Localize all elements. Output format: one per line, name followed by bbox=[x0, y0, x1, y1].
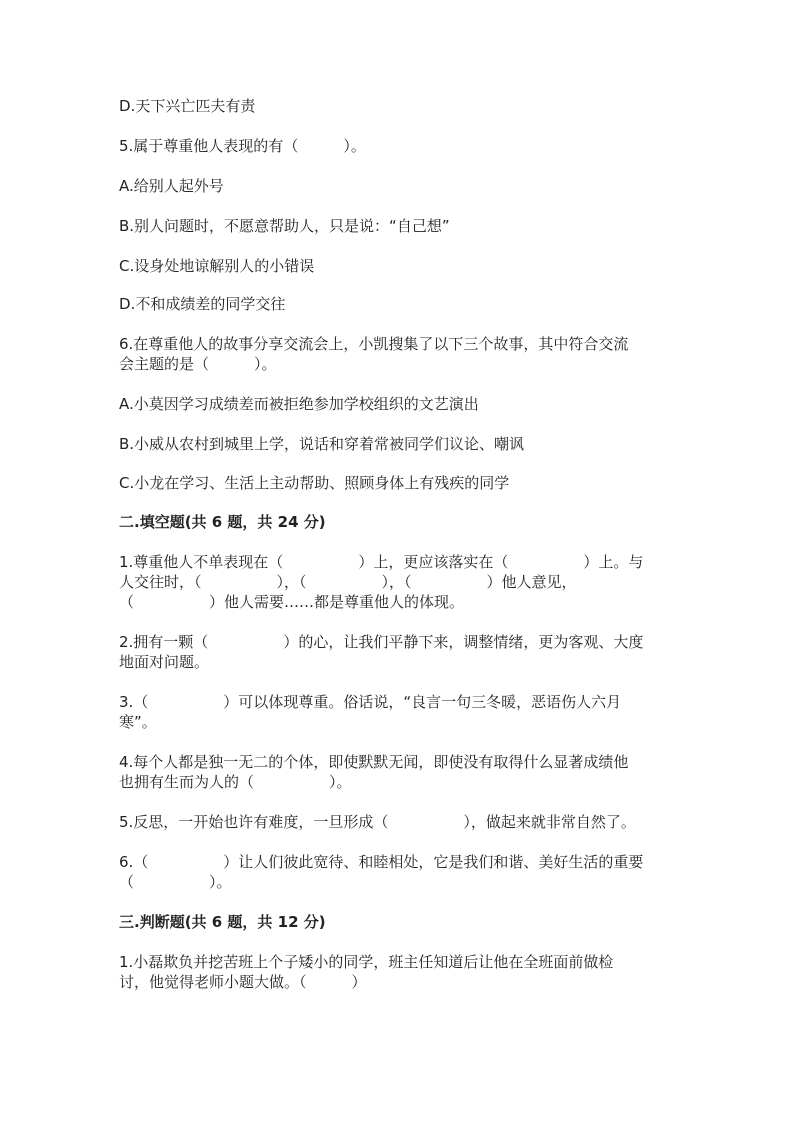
fill-q3-line-1: 3.（ ）可以体现尊重。俗话说，“良言一句三冬暖，恶语伤人六月 bbox=[119, 693, 622, 711]
question-6-line-2: 会主题的是（ ）。 bbox=[119, 355, 277, 373]
q5-option-b: B.别人问题时，不愿意帮助人，只是说：“自己想” bbox=[119, 217, 450, 235]
fill-q4-line-2: 也拥有生而为人的（ ）。 bbox=[119, 773, 352, 791]
fill-q6-line-2: （ ）。 bbox=[119, 873, 232, 891]
fill-q5: 5.反思，一开始也许有难度，一旦形成（ ），做起来就非常自然了。 bbox=[119, 813, 636, 831]
question-6-line-1: 6.在尊重他人的故事分享交流会上，小凯搜集了以下三个故事，其中符合交流 bbox=[119, 335, 629, 353]
q6-option-c: C.小龙在学习、生活上主动帮助、照顾身体上有残疾的同学 bbox=[119, 474, 510, 492]
q5-option-d: D.不和成绩差的同学交往 bbox=[119, 295, 286, 313]
fill-q1-line-1: 1.尊重他人不单表现在（ ）上，更应该落实在（ ）上。与 bbox=[119, 553, 644, 571]
question-5: 5.属于尊重他人表现的有（ ）。 bbox=[119, 137, 366, 155]
section-heading-true-false: 三.判断题(共 6 题，共 12 分) bbox=[119, 913, 326, 931]
judge-q1-line-1: 1.小磊欺负并挖苦班上个子矮小的同学，班主任知道后让他在全班面前做检 bbox=[119, 953, 614, 971]
fill-q2-line-1: 2.拥有一颗（ ）的心，让我们平静下来，调整情绪，更为客观、大度 bbox=[119, 633, 644, 651]
fill-q4-line-1: 4.每个人都是独一无二的个体，即使默默无闻，即使没有取得什么显著成绩他 bbox=[119, 753, 629, 771]
fill-q6-line-1: 6.（ ）让人们彼此宽待、和睦相处，它是我们和谐、美好生活的重要 bbox=[119, 853, 644, 871]
q6-option-a: A.小莫因学习成绩差而被拒绝参加学校组织的文艺演出 bbox=[119, 395, 479, 413]
fill-q3-line-2: 寒”。 bbox=[119, 713, 157, 731]
judge-q1-line-2: 讨，他觉得老师小题大做。（ ） bbox=[119, 973, 367, 991]
option-d-line: D.天下兴亡匹夫有责 bbox=[119, 97, 256, 115]
fill-q1-line-2: 人交往时，（ ），（ ），（ ）他人意见， bbox=[119, 573, 577, 591]
q6-option-b: B.小威从农村到城里上学，说话和穿着常被同学们议论、嘲讽 bbox=[119, 435, 525, 453]
q5-option-c: C.设身处地谅解别人的小错误 bbox=[119, 257, 315, 275]
fill-q1-line-3: （ ）他人需要……都是尊重他人的体现。 bbox=[119, 593, 465, 611]
section-heading-fill-blank: 二.填空题(共 6 题，共 24 分) bbox=[119, 513, 326, 531]
q5-option-a: A.给别人起外号 bbox=[119, 177, 224, 195]
fill-q2-line-2: 地面对问题。 bbox=[119, 653, 210, 671]
